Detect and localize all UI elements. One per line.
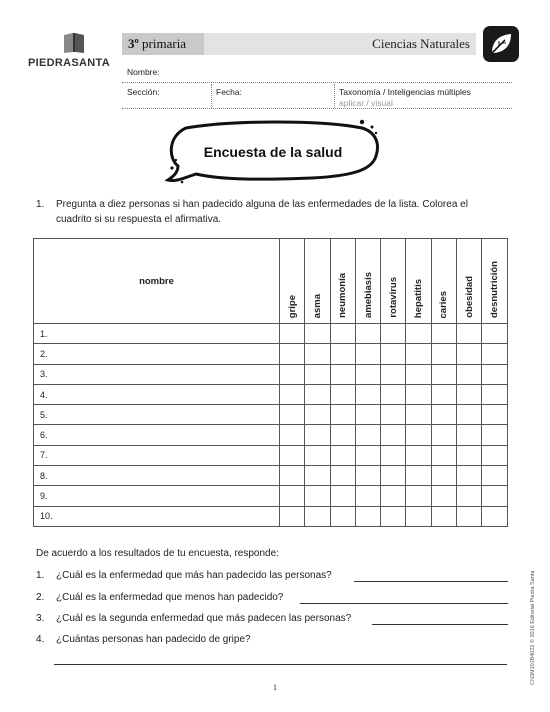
checkbox-cell[interactable] <box>482 425 508 445</box>
book-icon <box>62 32 86 54</box>
disease-label: desnutrición <box>489 260 501 318</box>
checkbox-cell[interactable] <box>431 425 456 445</box>
checkbox-cell[interactable] <box>457 384 482 404</box>
checkbox-cell[interactable] <box>330 364 355 384</box>
checkbox-cell[interactable] <box>305 324 330 344</box>
checkbox-cell[interactable] <box>431 445 456 465</box>
checkbox-cell[interactable] <box>355 486 380 506</box>
question-3 <box>36 613 508 627</box>
checkbox-cell[interactable] <box>381 324 406 344</box>
checkbox-cell[interactable] <box>330 405 355 425</box>
checkbox-cell[interactable] <box>330 384 355 404</box>
checkbox-cell[interactable] <box>381 405 406 425</box>
checkbox-cell[interactable] <box>305 466 330 486</box>
question-text: ¿Cuál es la segunda enfermedad que más padecen las personas? <box>56 613 352 624</box>
taxonomia-label: Taxonomía / Inteligencias múltiples <box>339 87 471 97</box>
column-header-disease <box>280 239 305 324</box>
field-divider <box>211 84 212 108</box>
table-row <box>34 506 508 526</box>
checkbox-cell[interactable] <box>482 506 508 526</box>
checkbox-cell[interactable] <box>280 425 305 445</box>
checkbox-cell[interactable] <box>381 364 406 384</box>
checkbox-cell[interactable] <box>330 506 355 526</box>
answer-line[interactable] <box>354 581 508 582</box>
grade-text: primaria <box>142 36 187 51</box>
checkbox-cell[interactable] <box>457 425 482 445</box>
checkbox-cell[interactable] <box>280 324 305 344</box>
checkbox-cell[interactable] <box>305 506 330 526</box>
taxonomia-value: aplicar / visual <box>339 98 393 108</box>
banner-title: Encuesta de la salud <box>203 144 343 160</box>
checkbox-cell[interactable] <box>482 344 508 364</box>
checkbox-cell[interactable] <box>280 506 305 526</box>
checkbox-cell[interactable] <box>406 324 431 344</box>
question-2 <box>36 592 508 606</box>
question-number: 1. <box>36 570 45 581</box>
disease-label: neumonía <box>337 273 349 318</box>
instruction <box>36 197 506 227</box>
question-text: ¿Cuál es la enfermedad que menos han padecido? <box>56 592 284 603</box>
name-cell[interactable]: 2. <box>34 344 280 364</box>
checkbox-cell[interactable] <box>457 466 482 486</box>
checkbox-cell[interactable] <box>457 344 482 364</box>
checkbox-cell[interactable] <box>355 384 380 404</box>
checkbox-cell[interactable] <box>330 344 355 364</box>
checkbox-cell[interactable] <box>431 506 456 526</box>
name-cell[interactable]: 8. <box>34 466 280 486</box>
disease-label: caries <box>438 290 450 318</box>
header-bar <box>122 33 476 55</box>
checkbox-cell[interactable] <box>355 445 380 465</box>
question-text: ¿Cuántas personas han padecido de gripe? <box>56 634 251 645</box>
column-header-disease <box>305 239 330 324</box>
table-row <box>34 425 508 445</box>
checkbox-cell[interactable] <box>305 425 330 445</box>
column-header-disease <box>431 239 456 324</box>
checkbox-cell[interactable] <box>330 425 355 445</box>
name-cell[interactable]: 10. <box>34 506 280 526</box>
checkbox-cell[interactable] <box>381 344 406 364</box>
checkbox-cell[interactable] <box>457 486 482 506</box>
nombre-field[interactable] <box>122 82 512 83</box>
checkbox-cell[interactable] <box>431 405 456 425</box>
column-header-disease <box>457 239 482 324</box>
checkbox-cell[interactable] <box>381 384 406 404</box>
checkbox-cell[interactable] <box>280 344 305 364</box>
checkbox-cell[interactable] <box>406 445 431 465</box>
leaf-icon <box>483 26 519 62</box>
name-cell[interactable]: 4. <box>34 384 280 404</box>
checkbox-cell[interactable] <box>406 466 431 486</box>
checkbox-cell[interactable] <box>305 364 330 384</box>
title-banner <box>162 118 384 188</box>
checkbox-cell[interactable] <box>406 506 431 526</box>
checkbox-cell[interactable] <box>280 364 305 384</box>
publisher-name: PIEDRASANTA <box>28 57 110 69</box>
disease-label: hepatitis <box>413 278 425 318</box>
disease-label: amebiasis <box>362 272 374 318</box>
survey-table <box>33 238 508 527</box>
name-cell[interactable]: 7. <box>34 445 280 465</box>
checkbox-cell[interactable] <box>280 486 305 506</box>
checkbox-cell[interactable] <box>457 506 482 526</box>
disease-label: rotavirus <box>387 277 399 318</box>
column-header-disease <box>482 239 508 324</box>
disease-label: asma <box>311 293 323 318</box>
checkbox-cell[interactable] <box>355 344 380 364</box>
checkbox-cell[interactable] <box>406 364 431 384</box>
name-cell[interactable]: 9. <box>34 486 280 506</box>
checkbox-cell[interactable] <box>431 384 456 404</box>
question-number: 4. <box>36 634 45 645</box>
checkbox-cell[interactable] <box>482 486 508 506</box>
checkbox-cell[interactable] <box>482 445 508 465</box>
checkbox-cell[interactable] <box>305 486 330 506</box>
checkbox-cell[interactable] <box>406 344 431 364</box>
checkbox-cell[interactable] <box>406 425 431 445</box>
name-cell[interactable]: 6. <box>34 425 280 445</box>
question-text: ¿Cuál es la enfermedad que más han padecido las personas? <box>56 570 332 581</box>
checkbox-cell[interactable] <box>280 466 305 486</box>
checkbox-cell[interactable] <box>457 445 482 465</box>
name-cell[interactable]: 3. <box>34 364 280 384</box>
table-row <box>34 344 508 364</box>
checkbox-cell[interactable] <box>355 324 380 344</box>
nombre-label: Nombre: <box>127 67 160 77</box>
disease-label: gripe <box>286 294 298 318</box>
table-row <box>34 324 508 344</box>
table-row <box>34 445 508 465</box>
column-header-disease <box>406 239 431 324</box>
checkbox-cell[interactable] <box>431 344 456 364</box>
column-header-disease <box>330 239 355 324</box>
question-number: 2. <box>36 592 45 603</box>
checkbox-cell[interactable] <box>355 405 380 425</box>
fecha-label: Fecha: <box>216 87 242 97</box>
checkbox-cell[interactable] <box>431 486 456 506</box>
checkbox-cell[interactable] <box>355 425 380 445</box>
checkbox-cell[interactable] <box>406 405 431 425</box>
question-4 <box>36 634 508 648</box>
checkbox-cell[interactable] <box>431 324 456 344</box>
checkbox-cell[interactable] <box>482 466 508 486</box>
seccion-label: Sección: <box>127 87 160 97</box>
question-1 <box>36 570 508 584</box>
questions-intro: De acuerdo a los resultados de tu encuesta, responde: <box>36 548 279 559</box>
checkbox-cell[interactable] <box>330 486 355 506</box>
checkbox-cell[interactable] <box>381 466 406 486</box>
checkbox-cell[interactable] <box>482 405 508 425</box>
table-row <box>34 486 508 506</box>
checkbox-cell[interactable] <box>381 506 406 526</box>
checkbox-cell[interactable] <box>381 425 406 445</box>
checkbox-cell[interactable] <box>330 445 355 465</box>
checkbox-cell[interactable] <box>406 384 431 404</box>
checkbox-cell[interactable] <box>330 466 355 486</box>
checkbox-cell[interactable] <box>457 405 482 425</box>
column-header-nombre: nombre <box>34 239 280 324</box>
checkbox-cell[interactable] <box>355 506 380 526</box>
column-header-disease <box>355 239 380 324</box>
checkbox-cell[interactable] <box>431 466 456 486</box>
checkbox-cell[interactable] <box>381 486 406 506</box>
checkbox-cell[interactable] <box>457 364 482 384</box>
side-code: CN3M10JB4022 © 2016 Editorial Piedra Santa <box>530 570 536 685</box>
checkbox-cell[interactable] <box>482 384 508 404</box>
name-cell[interactable]: 5. <box>34 405 280 425</box>
answer-line[interactable] <box>54 664 507 665</box>
instruction-text: Pregunta a diez personas si han padecido alguna de las enfermedades de la lista. Colorea el cuadrito si su respuesta el afirmativa. <box>56 199 468 225</box>
checkbox-cell[interactable] <box>355 466 380 486</box>
checkbox-cell[interactable] <box>305 344 330 364</box>
field-divider <box>334 84 335 108</box>
table-row <box>34 405 508 425</box>
checkbox-cell[interactable] <box>330 324 355 344</box>
instruction-number: 1. <box>36 199 45 210</box>
checkbox-cell[interactable] <box>482 324 508 344</box>
checkbox-cell[interactable] <box>280 445 305 465</box>
checkbox-cell[interactable] <box>305 445 330 465</box>
disease-label: obesidad <box>463 276 475 318</box>
subject-title: Ciencias Naturales <box>372 36 470 51</box>
question-number: 3. <box>36 613 45 624</box>
checkbox-cell[interactable] <box>305 384 330 404</box>
table-row <box>34 384 508 404</box>
answer-line[interactable] <box>300 603 508 604</box>
table-row <box>34 364 508 384</box>
answer-line[interactable] <box>372 624 508 625</box>
name-cell[interactable]: 1. <box>34 324 280 344</box>
table-row <box>34 466 508 486</box>
grade-number: 3º <box>128 36 139 51</box>
grade-label <box>122 33 204 55</box>
checkbox-cell[interactable] <box>305 405 330 425</box>
checkbox-cell[interactable] <box>280 405 305 425</box>
page-number: 1 <box>273 683 277 692</box>
checkbox-cell[interactable] <box>406 486 431 506</box>
seccion-field[interactable] <box>122 108 512 109</box>
checkbox-cell[interactable] <box>280 384 305 404</box>
checkbox-cell[interactable] <box>431 364 456 384</box>
checkbox-cell[interactable] <box>482 364 508 384</box>
checkbox-cell[interactable] <box>381 445 406 465</box>
column-header-disease <box>381 239 406 324</box>
checkbox-cell[interactable] <box>355 364 380 384</box>
checkbox-cell[interactable] <box>457 324 482 344</box>
